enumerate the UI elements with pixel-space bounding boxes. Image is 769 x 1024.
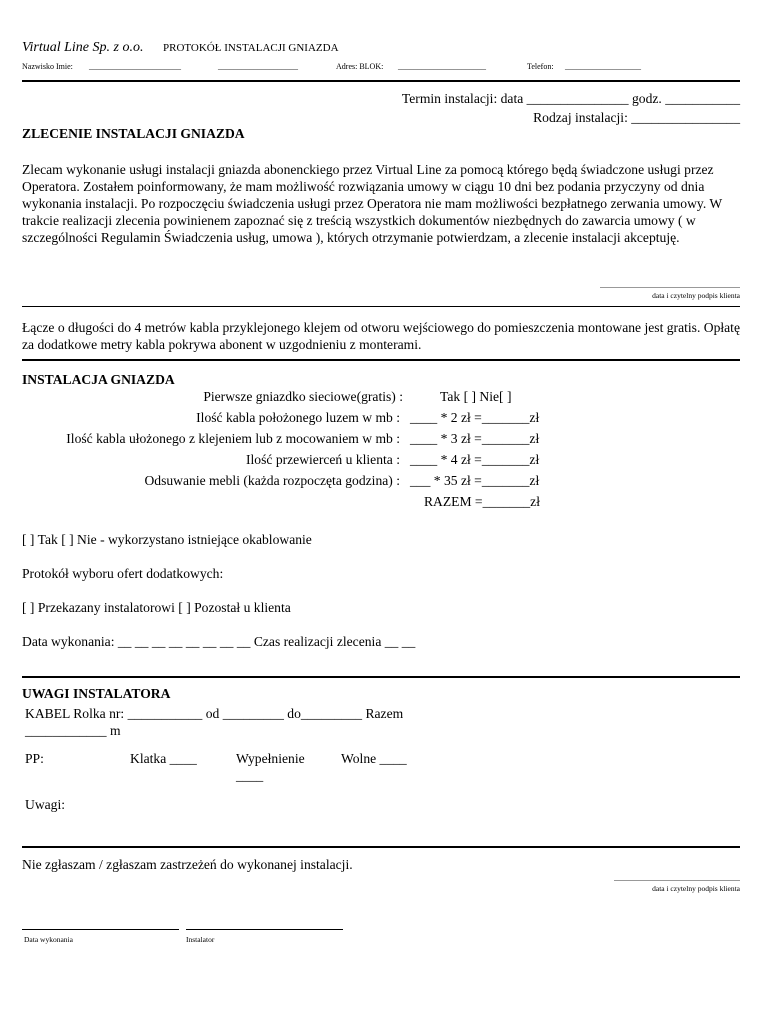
client-signature-line-2[interactable] [614,880,740,881]
phone-field-blank[interactable]: ___________________ [565,62,641,71]
claims-statement: Nie zgłaszam / zgłaszam zastrzeżeń do wykonanej instalacji. [22,857,353,872]
section-divider-2 [22,359,740,361]
installer-signature-line[interactable] [186,929,343,930]
pricing-row-label: Pierwsze gniazdko sieciowe(gratis) : [203,389,403,404]
existing-cabling-choice[interactable]: [ ] Tak [ ] Nie - wykorzystano istniejące okablowanie [22,532,312,547]
installation-term[interactable]: Termin instalacji: data _______________ godz. ___________ [401,91,740,106]
order-heading: ZLECENIE INSTALACJI GNIAZDA [22,126,245,141]
order-body: Zlecam wykonanie usługi instalacji gniazda abonenckiego przez Virtual Line za pomocą którego będą świadczone usługi przez Operatora. Zostałem poinformowany, że mam możliwość rozwiązania umowy w ciągu 10 dni bez podania przyczyny od dnia wykonania instalacji. Po rozpoczęciu świadczenia usługi przez Operatora nie mam możliwości bezpłatnego zerwania umowy. W trakcie realizacji zlecenia powinienem zapoznać się z treścią wszystkich dokumentów niezbędnych do zawarcia umowy ( w szczególności Regulamin Świadczenia usług, umowa ), których otrzymanie potwierdzam, a zlecenie instalacji akceptuję. [22,162,722,245]
pricing-total-value[interactable]: RAZEM =_______zł [423,494,540,509]
pricing-row [66,431,540,452]
header-divider [22,80,740,82]
client-signature-line-1[interactable] [600,287,740,288]
cable-roll-field[interactable]: KABEL Rolka nr: ___________ od _________ do_________ Razem [25,706,404,721]
completion-date-caption: Data wykonania [24,935,73,944]
client-signature-caption-1: data i czytelny podpis klienta [652,291,740,300]
cable-note: Łącze o długości do 4 metrów kabla przyklejonego klejem od otworu wejściowego do pomieszczenia montowane jest gratis. Opłatę za dodatkowe metry kabla pokrywa abonent w uzgodnieniu z monterami. [22,320,740,352]
installation-heading: INSTALACJA GNIAZDA [22,372,175,387]
pricing-total-row [424,494,540,515]
pricing-row-label: Ilość kabla ułożonego z klejeniem lub z mocowaniem w mb : [66,431,400,446]
address-field-label: Adres: BLOK: [336,62,384,71]
installer-notes-heading: UWAGI INSTALATORA [22,686,171,701]
pricing-row-value[interactable]: ____ * 4 zł =_______zł [410,452,540,467]
pricing-row-value[interactable]: ____ * 3 zł =_______zł [410,431,540,446]
name-field-label: Nazwisko Imie: [22,62,73,71]
document-title: PROTOKÓŁ INSTALACJI GNIAZDA [163,42,339,54]
remarks-label: Uwagi: [25,797,66,812]
pricing-table [0,389,540,519]
installation-type[interactable]: Rodzaj instalacji: ________________ [533,110,740,125]
pricing-row-label: Odsuwanie mebli (każda rozpoczęta godzina) : [144,473,400,488]
completion-date-signature-line[interactable] [22,929,179,930]
pricing-row [246,452,540,473]
completion-date-field[interactable]: Data wykonania: __ __ __ __ __ __ __ __ Czas realizacji zlecenia __ __ [22,634,416,649]
cable-total-field[interactable]: ____________ m [25,723,121,738]
protocol-handover-choice[interactable]: [ ] Przekazany instalatorowi [ ] Pozostał u klienta [22,600,291,615]
fill-field-blank[interactable]: ____ [236,768,264,783]
pp-label: PP: [25,751,44,766]
address-field-blank[interactable]: ______________________ [398,62,486,71]
client-signature-caption-2: data i czytelny podpis klienta [652,884,740,893]
pricing-row [196,410,540,431]
free-field[interactable]: Wolne ____ [341,751,407,766]
pricing-row-label: Ilość przewierceń u klienta : [246,452,400,467]
section-divider-1 [22,306,740,307]
installer-caption: Instalator [186,935,215,944]
pricing-row-value[interactable]: ___ * 35 zł =_______zł [410,473,540,488]
pricing-row-value[interactable]: ____ * 2 zł =_______zł [410,410,540,425]
name-field-blank-2[interactable]: ____________________ [218,62,298,71]
fill-label: Wypełnienie [236,751,305,766]
section-divider-4 [22,846,740,848]
company-name: Virtual Line Sp. z o.o. [22,40,144,55]
pricing-row-label: Ilość kabla położonego luzem w mb : [196,410,400,425]
pricing-row-value[interactable]: Tak [ ] Nie[ ] [440,389,512,404]
phone-field-label: Telefon: [527,62,554,71]
staircase-field[interactable]: Klatka ____ [130,751,197,766]
additional-offers-label: Protokół wyboru ofert dodatkowych: [22,566,224,581]
section-divider-3 [22,676,740,678]
name-field-blank-1[interactable]: _______________________ [89,62,181,71]
pricing-row [203,389,540,410]
pricing-row [144,473,540,494]
